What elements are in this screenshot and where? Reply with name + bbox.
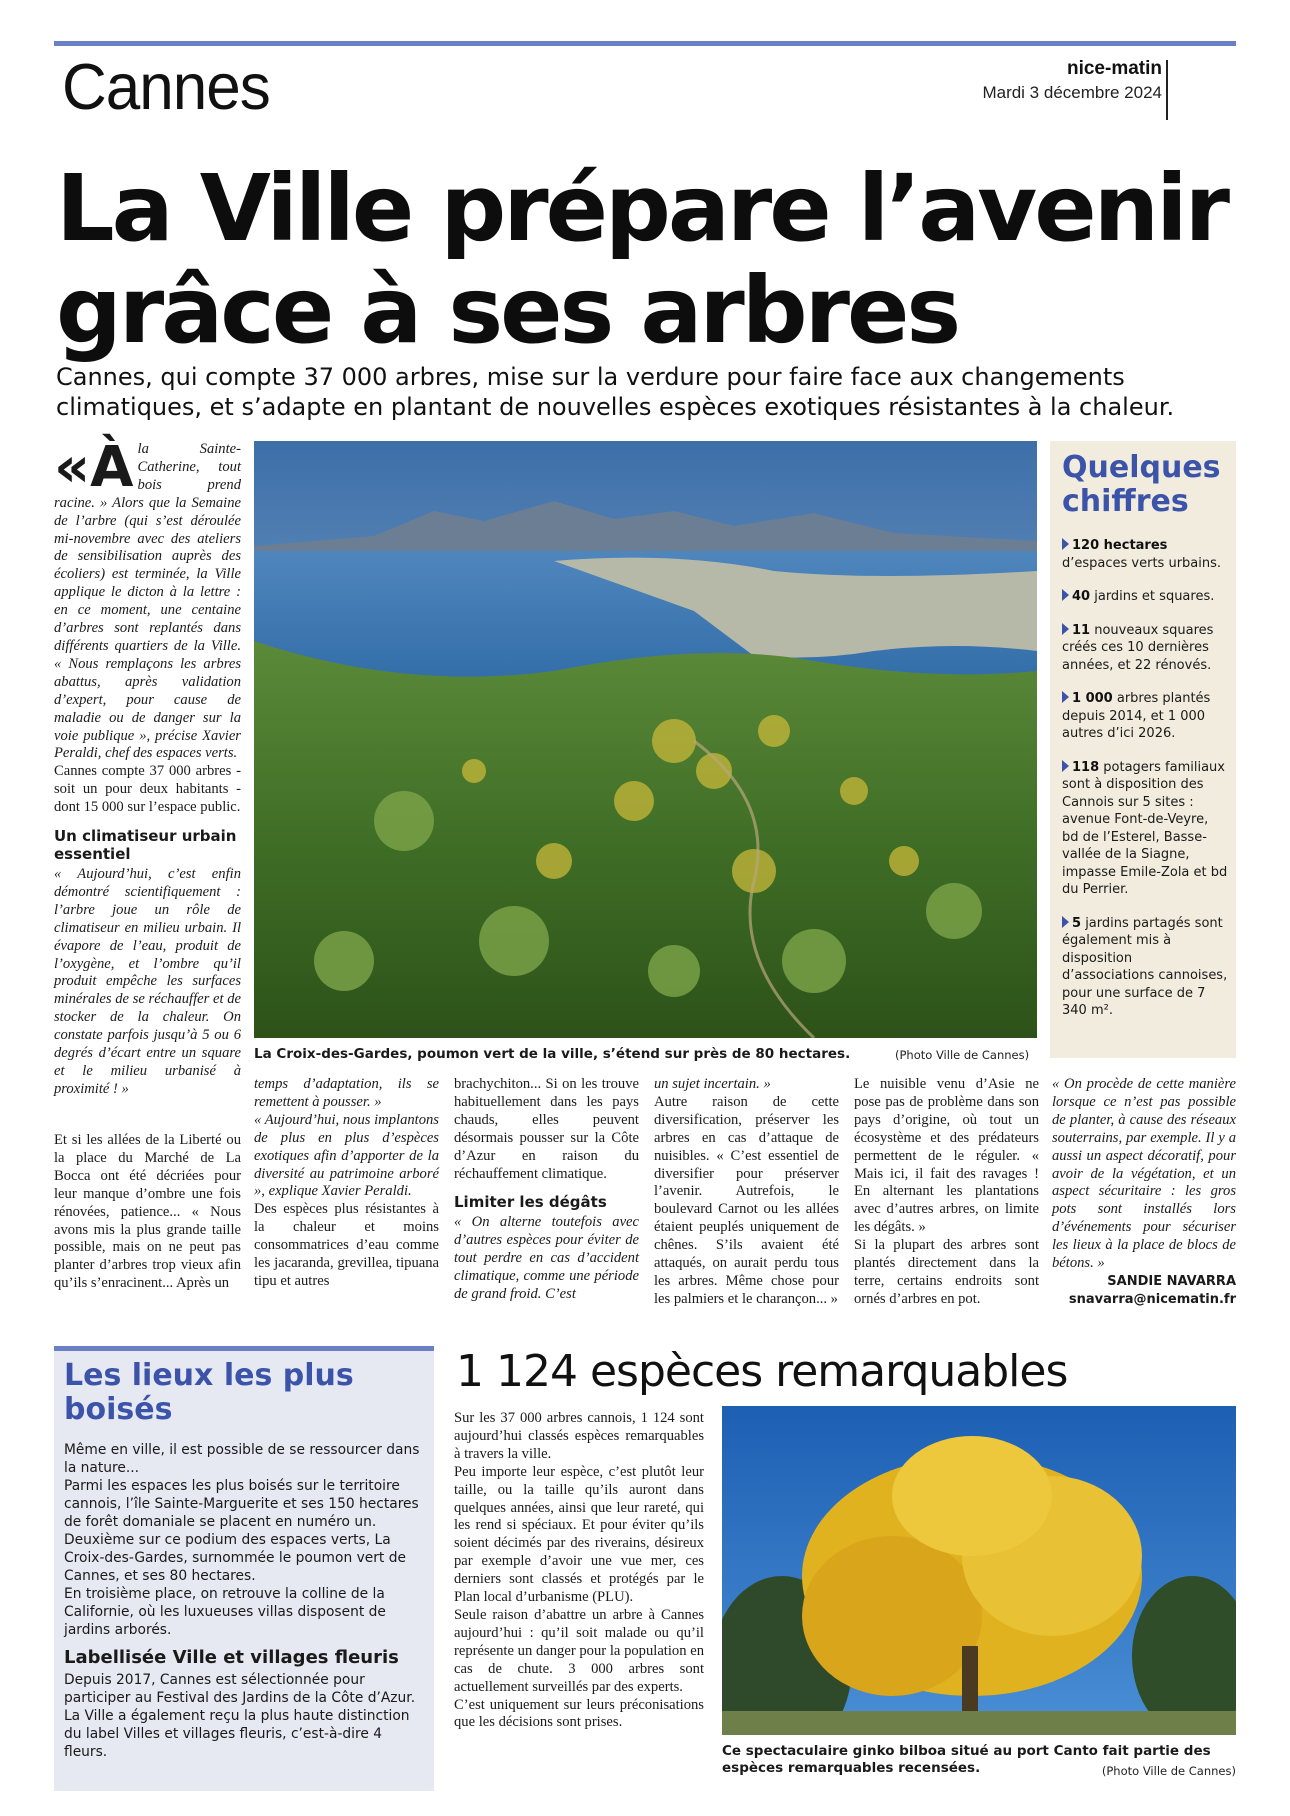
- ginkgo-photo-image: [722, 1406, 1236, 1735]
- article2-column: [454, 1410, 704, 1732]
- drop-cap: «À: [54, 435, 134, 500]
- article-column-1b: [54, 1132, 241, 1293]
- photo-caption: La Croix-des-Gardes, poumon vert de la ville, s’étend sur près de 80 hectares.: [254, 1046, 851, 1062]
- figure-item: 120 hectares d’espaces verts urbains.: [1062, 538, 1222, 571]
- paragraph: Sur les 37 000 arbres cannois, 1 124 sont aujourd’hui classés espèces remarquables à travers la ville.: [454, 1410, 704, 1462]
- box-title: Les lieux les plus boisés: [64, 1358, 354, 1427]
- paragraph: Depuis 2017, Cannes est sélectionnée pour participer au Festival des Jardins de la Côte d’Azur. La Ville a également reçu la plus haute distinction du label Villes et villages fleuris, c’est-à-dire 4 fleurs.: [64, 1672, 416, 1760]
- paragraph: C’est uniquement sur leurs préconisations que les décisions sont prises.: [454, 1696, 704, 1731]
- article-column-5: [854, 1076, 1039, 1309]
- article2-title: 1 124 espèces remarquables: [456, 1346, 1068, 1397]
- triangle-bullet-icon: [1062, 589, 1069, 601]
- paragraph: « On procède de cette manière lorsque ce n’est pas possible de planter, à cause des réseaux souterrains, par exemple. Il y a aussi un aspect décoratif, pour avoir de la végétation, et un aspect sécuritaire : les gros pots sont installés lors d’événements pour sécuriser les lieux à la place de blocs de bétons. »: [1052, 1076, 1236, 1272]
- paragraph: Cannes compte 37 000 arbres - soit un pour deux habitants - dont 15 000 sur l’espace public.: [54, 763, 241, 816]
- article-column-6: [1052, 1076, 1236, 1309]
- subheading: Limiter les dégâts: [454, 1193, 607, 1212]
- ginkgo-photo: [722, 1406, 1236, 1735]
- paragraph: « Aujourd’hui, c’est enfin démontré scientifiquement : l’arbre joue un rôle de climatiseur en milieu urbain. Il évapore de l’eau, produit de l’oxygène, et l’ombre qu’il produit empêche les surfaces minérales de se réchauffer et de stocker de la chaleur. On constate parfois jusqu’à 5 ou 6 degrés d’écart entre un square et le milieu urbanisé à proximité ! »: [54, 866, 241, 1097]
- paragraph: brachychiton... Si on les trouve habituellement dans les pays chauds, elles peuvent désormais pousser sur la Côte d’Azur en raison du réchauffement climatique.: [454, 1076, 639, 1182]
- paragraph: Parmi les espaces les plus boisés sur le territoire cannois, l’île Sainte-Marguerite et ses 150 hectares de forêt domaniale se placent en numéro un.: [64, 1478, 419, 1530]
- figure-item: 11 nouveaux squares créés ces 10 dernières années, et 22 rénovés.: [1062, 622, 1214, 673]
- figure-item: 118 potagers familiaux sont à disposition des Cannois sur 5 sites : avenue Font-de-Veyre, bd de l’Esterel, Basse-vallée de la Siagne, impasse Emile-Zola et bd du Perrier.: [1062, 759, 1228, 897]
- figure-item: 40 jardins et squares.: [1050, 588, 1236, 606]
- wooded-places-box: [54, 1346, 434, 1791]
- author-email[interactable]: snavarra@nicematin.fr: [1068, 1291, 1236, 1307]
- photo2-credit: (Photo Ville de Cannes): [1101, 1764, 1236, 1778]
- masthead: [982, 58, 1162, 103]
- article-column-3: [454, 1076, 639, 1304]
- article-column-4: [654, 1076, 839, 1309]
- paragraph: temps d’adaptation, ils se remettent à pousser. »: [254, 1076, 439, 1110]
- photo2-caption: Ce spectaculaire ginko bilboa situé au port Canto fait partie des espèces remarquables recensées.: [722, 1743, 1211, 1776]
- paragraph: la Sainte-Catherine, tout bois prend racine. » Alors que la Semaine de l’arbre (qui s’est déroulée mi-novembre avec des ateliers de sensibilisation auprès des écoliers) est terminée, la Ville applique le dicton à la lettre : en ce moment, une centaine d’arbres sont replantés dans différents quartiers de la Ville. « Nous remplaçons les arbres abattus, après validation d’expert, pour cause de maladie ou de danger sur la voie publique », précise Xavier Peraldi, chef des espaces verts.: [54, 441, 241, 762]
- headline: La Ville prépare l’avenir grâce à ses arbres: [56, 155, 1228, 364]
- section-title: Cannes: [62, 51, 270, 124]
- triangle-bullet-icon: [1062, 691, 1069, 703]
- figure-item: 5 jardins partagés sont également mis à disposition d’associations cannoises, pour une surface de 7 340 m².: [1062, 915, 1228, 1018]
- triangle-bullet-icon: [1062, 760, 1069, 772]
- top-rule: [54, 41, 1236, 46]
- issue-date: Mardi 3 décembre 2024: [982, 83, 1162, 102]
- box-body: [54, 1427, 434, 1761]
- sidebar-title: Quelques chiffres: [1062, 450, 1221, 519]
- figures-sidebar: [1050, 441, 1236, 1058]
- photo-credit: (Photo Ville de Cannes): [895, 1048, 1030, 1062]
- article-column-2: [254, 1076, 439, 1291]
- paragraph: Seule raison d’abattre un arbre à Cannes aujourd’hui : qu’il soit malade ou qu’il représente un danger pour la population en cas de chute. 3 000 arbres sont actuellement surveillés par des experts.: [454, 1606, 704, 1695]
- aerial-photo-image: [254, 441, 1037, 1038]
- paragraph: Et si les allées de la Liberté ou la place du Marché de La Bocca ont été décriées pour leur manque d’ombre une fois rénovées, patience... « Nous avons mis la plus grande taille possible, mais on ne peut pas planter d’arbres trop vieux afin qu’ils s’enracinent... Après un: [54, 1132, 241, 1292]
- box-subheading: Labellisée Ville et villages fleuris: [64, 1647, 399, 1668]
- article-column-1: [54, 435, 241, 1099]
- paragraph: Le nuisible venu d’Asie ne pose pas de problème dans son pays d’origine, où tout un écosystème et des prédateurs permettent de le réguler. « Mais ici, il fait des ravages ! En alternant les plantations avec d’autres arbres, on limite les dégâts. »: [854, 1076, 1039, 1236]
- brand-name: nice-matin: [1066, 58, 1162, 79]
- paragraph: Autre raison de cette diversification, préserver les arbres en cas d’attaque de nuisibles. « C’est essentiel de diversifier pour préserver l’avenir. Autrefois, le boulevard Carnot ou les allées étaient peuplés uniquement de chênes. S’ils avaient été attaqués, on aurait perdu tous les arbres. Même chose pour les palmiers et le charançon... »: [654, 1093, 839, 1307]
- paragraph: un sujet incertain. »: [654, 1076, 771, 1092]
- paragraph: Peu importe leur espèce, c’est plutôt leur taille, ou la taille qu’ils auront dans quelques années, ainsi que leur rareté, qui les rend si spéciaux. Et pour éviter qu’ils soient décimés par des riverains, désireux par exemple d’avoir une vue mer, ces derniers sont classés et protégés par le Plan local d’urbanisme (PLU).: [454, 1463, 704, 1606]
- paragraph: Si la plupart des arbres sont plantés directement dans la terre, certains endroits sont ornés d’arbres en pot.: [854, 1237, 1039, 1307]
- author-name: SANDIE NAVARRA: [1107, 1273, 1236, 1289]
- lead: Cannes, qui compte 37 000 arbres, mise sur la verdure pour faire face aux changements climatiques, et s’adapte en plantant de nouvelles espèces exotiques résistantes à la chaleur.: [56, 363, 1175, 421]
- paragraph: Même en ville, il est possible de se ressourcer dans la nature...: [64, 1442, 420, 1476]
- aerial-photo: [254, 441, 1037, 1038]
- paragraph: En troisième place, on retrouve la colline de la Californie, où les luxueuses villas disposent de jardins arborés.: [64, 1586, 386, 1638]
- masthead-rule: [1166, 60, 1168, 120]
- paragraph: « Aujourd’hui, nous implantons de plus en plus d’espèces exotiques afin d’apporter de la diversité au patrimoine arboré », explique Xavier Peraldi.: [254, 1111, 439, 1200]
- triangle-bullet-icon: [1062, 538, 1069, 550]
- triangle-bullet-icon: [1062, 916, 1069, 928]
- paragraph: Deuxième sur ce podium des espaces verts, La Croix-des-Gardes, surnommée le poumon vert de Cannes, et ses 80 hectares.: [64, 1532, 406, 1584]
- paragraph: « On alterne toutefois avec d’autres espèces pour éviter de tout perdre en cas d’accident climatique, comme une période de grand froid. C’est: [454, 1214, 639, 1303]
- subheading: Un climatiseur urbain essentiel: [54, 827, 237, 864]
- triangle-bullet-icon: [1062, 623, 1069, 635]
- figure-item: 1 000 arbres plantés depuis 2014, et 1 000 autres d’ici 2026.: [1062, 691, 1211, 741]
- paragraph: Des espèces plus résistantes à la chaleur et moins consommatrices d’eau comme les jacaranda, grevillea, tipuana tipu et autres: [254, 1201, 439, 1289]
